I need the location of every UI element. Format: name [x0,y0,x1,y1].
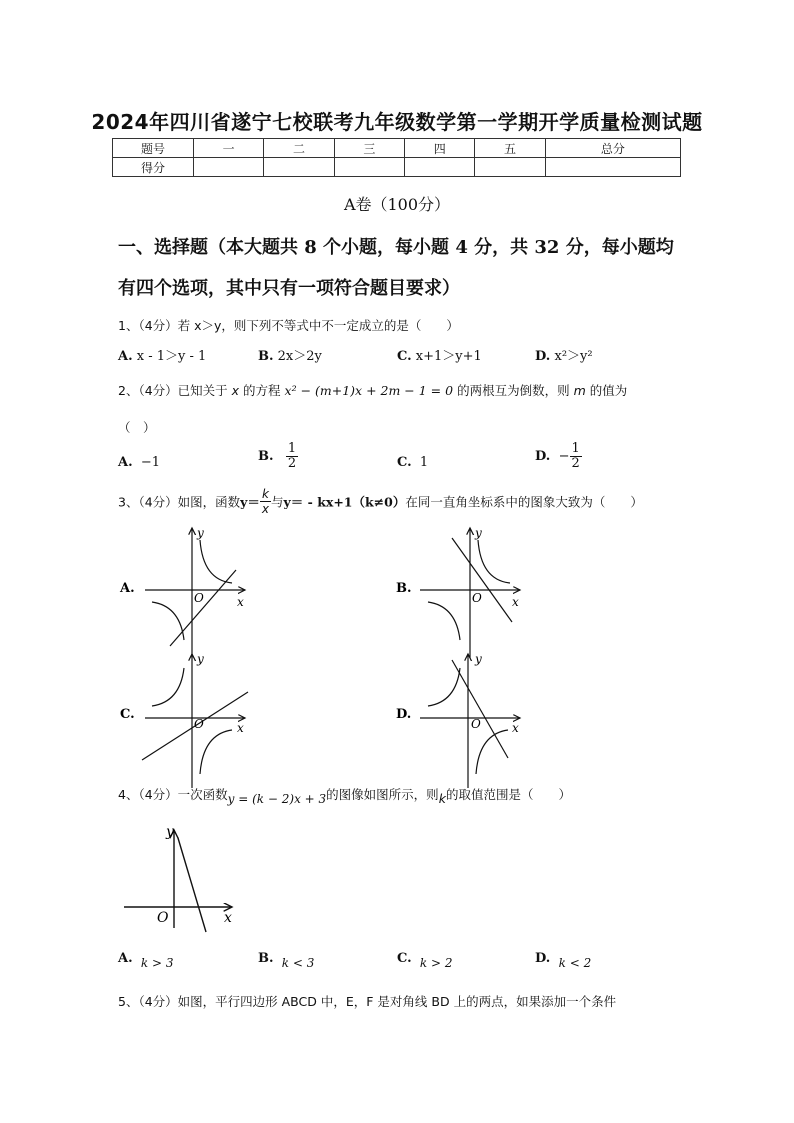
q4-graph [124,830,232,932]
q3-graph-d-x-label: x [512,721,519,735]
q3-graph-a-x-label: x [237,595,244,609]
q3-graph-d-label: D. [396,707,412,722]
score-header-cell: 五 [475,139,545,158]
q2-option-a[interactable]: A. −1 [118,455,161,470]
score-header-cell: 二 [264,139,334,158]
q1-option-d[interactable]: D. x²＞y² [535,349,593,364]
part-heading-line1: 一、选择题（本大题共 8 个小题，每小题 4 分，共 32 分，每小题均 [118,237,674,258]
part-heading-line2: 有四个选项，其中只有一项符合题目要求） [118,278,460,299]
section-heading: A卷（100分） [343,195,451,214]
q3-graph-a-y-label: y [197,526,204,540]
q4-option-c[interactable]: C. k > 2 [397,951,453,970]
score-header-cell: 总分 [545,139,680,158]
q3-graph-c-origin: O [194,717,204,731]
q4-graph-y-label: y [166,824,174,840]
q3-graph-d[interactable] [420,654,520,788]
question-2-paren: （ ） [118,420,156,435]
q2-option-c[interactable]: C. 1 [397,455,429,470]
q4-option-d[interactable]: D. k < 2 [535,951,592,970]
q3-graph-c-label: C. [120,707,135,722]
q4-function: y = (k − 2)x + 3 [227,792,327,806]
q2-equation: x² − (m+1)x + 2m − 1 = 0 [284,383,454,398]
q2-option-b[interactable]: B. $\frac{1}{2}$ [258,441,297,471]
q3-graph-a-label: A. [120,581,135,596]
q3-graph-d-y-label: y [475,652,482,666]
q3-graph-b-label: B. [396,581,412,596]
q4-option-a[interactable]: A. k > 3 [118,951,174,970]
q3-graph-b-origin: O [472,591,482,605]
q1-option-c[interactable]: C. x+1＞y+1 [397,349,482,364]
question-3-stem: 3、（4分）如图，函数y＝ $\frac{k}{x}$ 与y＝ - kx+1（k≠0）在同一直角坐标系中的图象大致为（ ） [118,487,643,516]
q3-graph-c-x-label: x [237,721,244,735]
question-2-stem: 2、（4分）已知关于 x 的方程 x² − (m+1)x + 2m − 1 = 0 的两根互为倒数，则 m 的值为 [118,383,628,398]
q4-graph-x-label: x [224,910,232,926]
score-row-label: 得分 [113,158,194,177]
q3-graph-b-x-label: x [512,595,519,609]
question-1-stem: 1、（4分）若 x＞y，则下列不等式中不一定成立的是（ ） [118,318,459,333]
q1-option-a[interactable]: A. x - 1＞y - 1 [118,349,207,364]
q2-option-d[interactable]: D. − $\frac{1}{2}$ [535,441,580,471]
score-header-cell: 四 [405,139,475,158]
question-5-stem: 5、（4分）如图，平行四边形 ABCD 中，E，F 是对角线 BD 上的两点，如果添加一个条件 [118,994,617,1009]
score-header-cell: 一 [194,139,264,158]
q3-graph-b[interactable] [420,528,520,658]
score-header-cell: 题号 [113,139,194,158]
page-title: 2024年四川省遂宁七校联考九年级数学第一学期开学质量检测试题 [91,110,703,134]
q4-option-b[interactable]: B. k < 3 [258,951,315,970]
question-4-stem: 4、（4分）一次函数y = (k − 2)x + 3的图像如图所示，则k的取值范围是（ ） [118,787,571,806]
q3-graph-c-y-label: y [197,652,204,666]
q3-graph-a-origin: O [194,591,204,605]
q3-graph-b-y-label: y [475,526,482,540]
q1-option-b[interactable]: B. 2x＞2y [258,349,322,364]
q3-graph-d-origin: O [471,717,481,731]
score-header-cell: 三 [334,139,404,158]
q4-graph-origin: O [157,910,169,926]
